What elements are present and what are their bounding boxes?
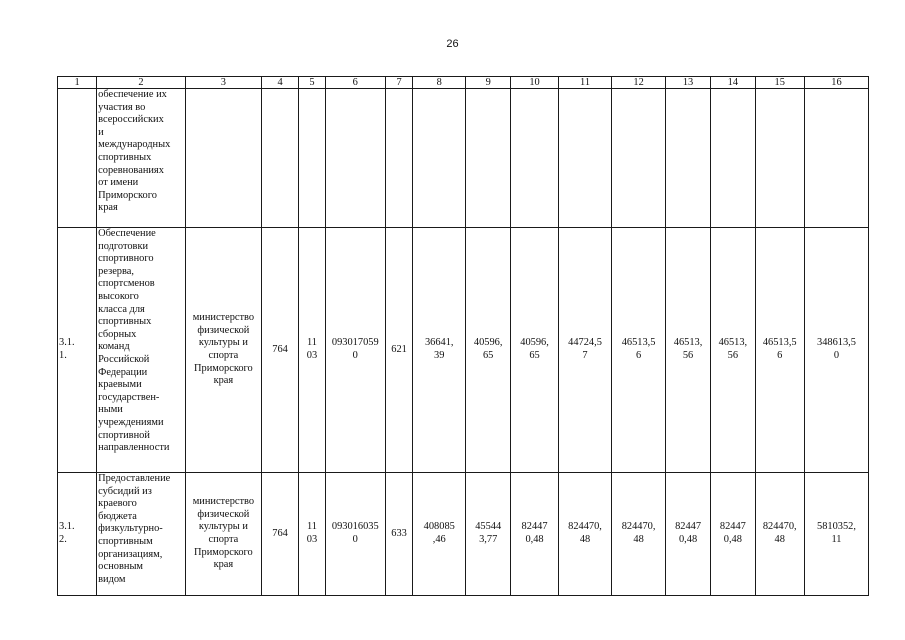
cell-name: обеспечение их участия во всероссийских и международных спортивных соревнованиях от имени Приморского края: [97, 89, 186, 228]
cell-value: 824470, 48: [755, 473, 804, 596]
cell-value: 44724,5 7: [558, 228, 612, 473]
budget-table: [57, 76, 869, 596]
page-number: 26: [446, 38, 459, 50]
column-header: 2: [97, 77, 186, 89]
cell-value: [262, 89, 299, 228]
cell-value: 764: [262, 228, 299, 473]
cell-name: Предоставление субсидий из краевого бюджета физкультурно- спортивным организациям, основным видом: [97, 473, 186, 596]
cell-value: [385, 89, 413, 228]
cell-value: 40596, 65: [466, 228, 511, 473]
cell-value: 36641, 39: [413, 228, 466, 473]
column-header: 8: [413, 77, 466, 89]
column-header: 7: [385, 77, 413, 89]
cell-value: [466, 89, 511, 228]
cell-value: [558, 89, 612, 228]
cell-value: [325, 89, 385, 228]
cell-value: 82447 0,48: [511, 473, 558, 596]
cell-value: [755, 89, 804, 228]
cell-name: Обеспечение подготовки спортивного резерва, спортсменов высокого класса для спортивных сборных команд Российской Федерации краевыми государствен- ными учреждениями спортивной направленности: [97, 228, 186, 473]
cell-value: 824470, 48: [612, 473, 666, 596]
cell-index: 3.1. 1.: [58, 228, 97, 473]
cell-value: 40596, 65: [511, 228, 558, 473]
cell-value: 11 03: [299, 473, 326, 596]
cell-value: 093017059 0: [325, 228, 385, 473]
column-header: 14: [711, 77, 755, 89]
cell-value: [299, 89, 326, 228]
cell-executor: министерство физической культуры и спорта Приморского края: [185, 473, 261, 596]
cell-value: [612, 89, 666, 228]
cell-value: [711, 89, 755, 228]
cell-value: 621: [385, 228, 413, 473]
cell-value: [665, 89, 710, 228]
cell-value: 408085 ,46: [413, 473, 466, 596]
cell-value: 46513,5 6: [755, 228, 804, 473]
cell-value: 45544 3,77: [466, 473, 511, 596]
cell-value: 093016035 0: [325, 473, 385, 596]
column-header: 15: [755, 77, 804, 89]
column-header: 6: [325, 77, 385, 89]
cell-value: 82447 0,48: [665, 473, 710, 596]
cell-value: [413, 89, 466, 228]
cell-value: 46513,5 6: [612, 228, 666, 473]
cell-value: 764: [262, 473, 299, 596]
cell-index: 3.1. 2.: [58, 473, 97, 596]
cell-value: [511, 89, 558, 228]
column-header: 12: [612, 77, 666, 89]
cell-value: 824470, 48: [558, 473, 612, 596]
column-header: 1: [58, 77, 97, 89]
cell-value: 46513, 56: [711, 228, 755, 473]
column-header: 9: [466, 77, 511, 89]
cell-index: [58, 89, 97, 228]
table-row: [58, 473, 869, 596]
cell-value: 82447 0,48: [711, 473, 755, 596]
column-header: 3: [185, 77, 261, 89]
cell-value: 46513, 56: [665, 228, 710, 473]
column-header: 16: [804, 77, 868, 89]
column-header: 5: [299, 77, 326, 89]
cell-value: 348613,5 0: [804, 228, 868, 473]
cell-value: [804, 89, 868, 228]
cell-executor: министерство физической культуры и спорта Приморского края: [185, 228, 261, 473]
cell-value: 11 03: [299, 228, 326, 473]
table-row-continuation: [58, 89, 869, 228]
cell-value: 633: [385, 473, 413, 596]
column-header: 10: [511, 77, 558, 89]
cell-value: 5810352, 11: [804, 473, 868, 596]
column-header: 13: [665, 77, 710, 89]
table-header-row: [58, 77, 869, 89]
column-header: 11: [558, 77, 612, 89]
table-row: [58, 228, 869, 473]
column-header: 4: [262, 77, 299, 89]
cell-executor: [185, 89, 261, 228]
